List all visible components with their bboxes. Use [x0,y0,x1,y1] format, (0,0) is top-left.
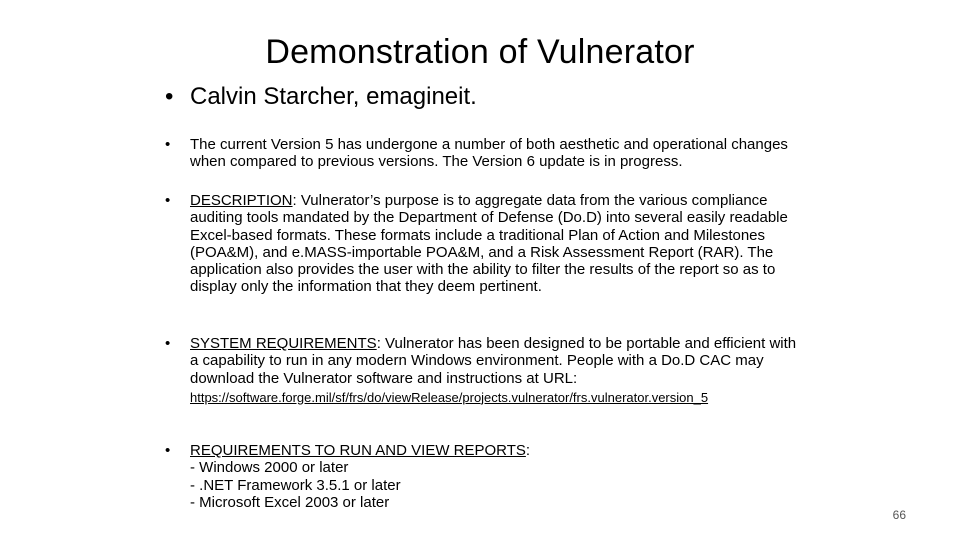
list-item-run-requirements [165,442,805,511]
list-item-system-requirements [165,335,805,406]
presenter-text: Calvin Starcher, emagineit. [190,83,477,110]
bullet-icon: • [165,192,171,209]
page-number: 66 [892,508,906,522]
list-item-version [165,136,805,171]
requirement-windows: - Windows 2000 or later [190,459,349,477]
bullet-icon: • [165,83,174,110]
description-heading: DESCRIPTION [190,192,293,209]
requirement-dotnet: - .NET Framework 3.5.1 or later [190,476,401,494]
run-requirements-body [190,442,805,511]
system-requirements-body [190,335,805,406]
run-requirements-colon: : [525,442,531,459]
bullet-icon: • [165,442,171,459]
download-url-link[interactable]: https://software.forge.mil/sf/frs/do/viewRelease/projects.vulnerator/frs.vulnerator.version_5 [190,389,709,405]
description-body [190,192,805,296]
slide-title: Demonstration of Vulnerator [265,33,695,71]
presenter-bullet [165,82,477,112]
description-text: : Vulnerator’s purpose is to aggregate data from the various compliance auditing tools mandated by the Department of Defense (Do.D) into several easily readable Excel-based formats. These formats include a traditional Plan of Action and Milestones (POA&M), and e.MASS-importable POA&M, and a Risk Assessment Report (RAR). The application also provides the user with the ability to filter the results of the report so as to display only the information that they deem pertinent. [190,192,788,296]
bullet-icon: • [165,335,171,352]
system-requirements-text: : Vulnerator has been designed to be portable and efficient with a capability to run in any modern Windows environment. People with a Do.D CAC may download the Vulnerator software and instructions at URL: [190,335,797,387]
list-item-description [165,192,805,296]
bullet-icon: • [165,136,171,153]
requirement-excel: - Microsoft Excel 2003 or later [190,493,390,511]
system-requirements-heading: SYSTEM REQUIREMENTS [190,335,377,352]
version-text: The current Version 5 has undergone a number of both aesthetic and operational changes when compared to previous versions. The Version 6 update is in progress. [190,136,788,171]
run-requirements-heading: REQUIREMENTS TO RUN AND VIEW REPORTS [190,442,526,459]
